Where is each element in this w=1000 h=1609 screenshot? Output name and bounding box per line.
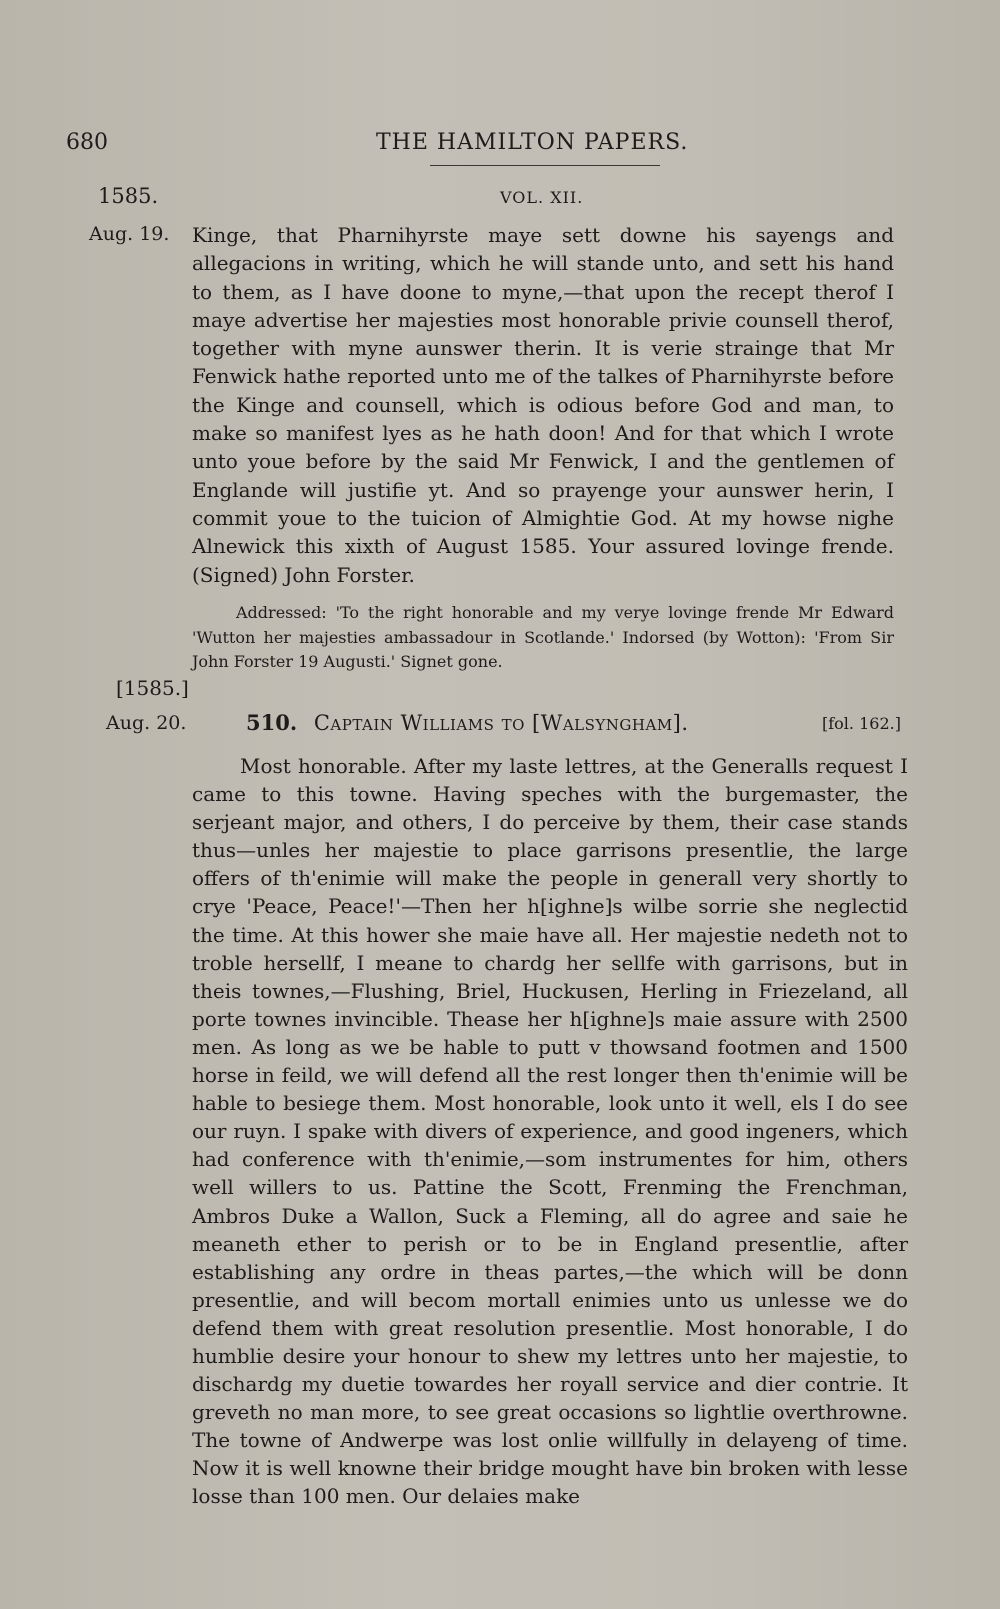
entry-date: Aug. 20. xyxy=(106,712,187,734)
entry-heading xyxy=(246,710,906,735)
page-header xyxy=(66,130,966,160)
header-rule xyxy=(430,165,660,166)
year-label: 1585. xyxy=(98,184,159,208)
letter-paragraph: Kinge, that Pharnihyrste maye sett downe his sayengs and allegacions in writing, which he will stande unto, and sett his hand to them, as I have doone to myne,—that upon the recept therof I maye advertise her majesties most honorable privie counsell therof, together with myne aunswer therin. It is verie strainge that Mr Fenwick hathe reported unto me of the talkes of Pharnihyrste before the Kinge and counsell, which is odious before God and man, to make so manifest lyes as he hath doon! And for that which I wrote unto youe before by the said Mr Fenwick, I and the gentlemen of Englande will justifie yt. And so prayenge your aunswer herin, I commit youe to the tuicion of Almightie God. At my howse nighe Alnewick this xixth of August 1585. Your assured lovinge frende. (Signed) John Forster. xyxy=(192,223,894,587)
entry-title: Captain Williams to [Walsyngham]. xyxy=(313,711,689,735)
entry-date: Aug. 19. xyxy=(89,223,170,245)
volume-label: VOL. XII. xyxy=(500,188,584,207)
entry-number: 510. xyxy=(246,710,298,735)
running-title: THE HAMILTON PAPERS. xyxy=(376,130,689,155)
address-note: Addressed: 'To the right honorable and my verye lovinge frende Mr Edward 'Wutton her majesties ambassadour in Scotlande.' Indorsed (by Wotton): 'From Sir John Forster 19 Augusti.' Signet gone. xyxy=(192,603,894,671)
folio-reference: [fol. 162.] xyxy=(822,714,901,733)
letter-paragraph: Most honorable. After my laste lettres, at the Generalls request I came to this towne. Having speches with the burgemaster, the serjeant major, and others, I do perceive by them, their case stands thus—unles her majestie to place garrisons presentlie, the large offers of th'enimie will make the people in generall very shortly to crye 'Peace, Peace!'—Then her h[ighne]s wilbe sorrie she neglectid the time. At this hower she maie have all. Her majestie nedeth not to troble hersellf, I meane to chardg her sellfe with garrisons, but in theis townes,—Flushing, Briel, Huckusen, Herling in Friezeland, all porte townes invincible. Thease her h[ighne]s maie assure with 2500 men. As long as we be hable to putt v thowsand footmen and 1500 horse in feild, we will defend all the rest longer then th'enimie will be hable to besiege them. Most honorable, look unto it well, els I do see our ruyn. I spake with divers of experience, and good ingeners, which had conference with th'enimie,—som instrumentes for him, others well willers to us. Pattine the Scott, Frenming the Frenchman, Ambros Duke a Wallon, Suck a Fleming, all do agree and saie he meaneth ether to perish or to be in England presentlie, after establishing any ordre in theas partes,—the which will be donn presentlie, and will becom mortall enimies unto us unlesse we do defend them with great resolution presentlie. Most honorable, I do humblie desire your honour to shew my lettres unto her majestie, to dischardg my duetie towardes her royall service and dier contrie. It greveth no man more, to see great occasions so lightlie overthrowne. The towne of Andwerpe was lost onlie willfully in delayeng of time. Now it is well knowne their bridge mought have bin broken with lesse losse than 100 men. Our delaies make xyxy=(192,754,908,1509)
page-number: 680 xyxy=(66,130,108,155)
entry-year-bracket: [1585.] xyxy=(116,676,189,700)
